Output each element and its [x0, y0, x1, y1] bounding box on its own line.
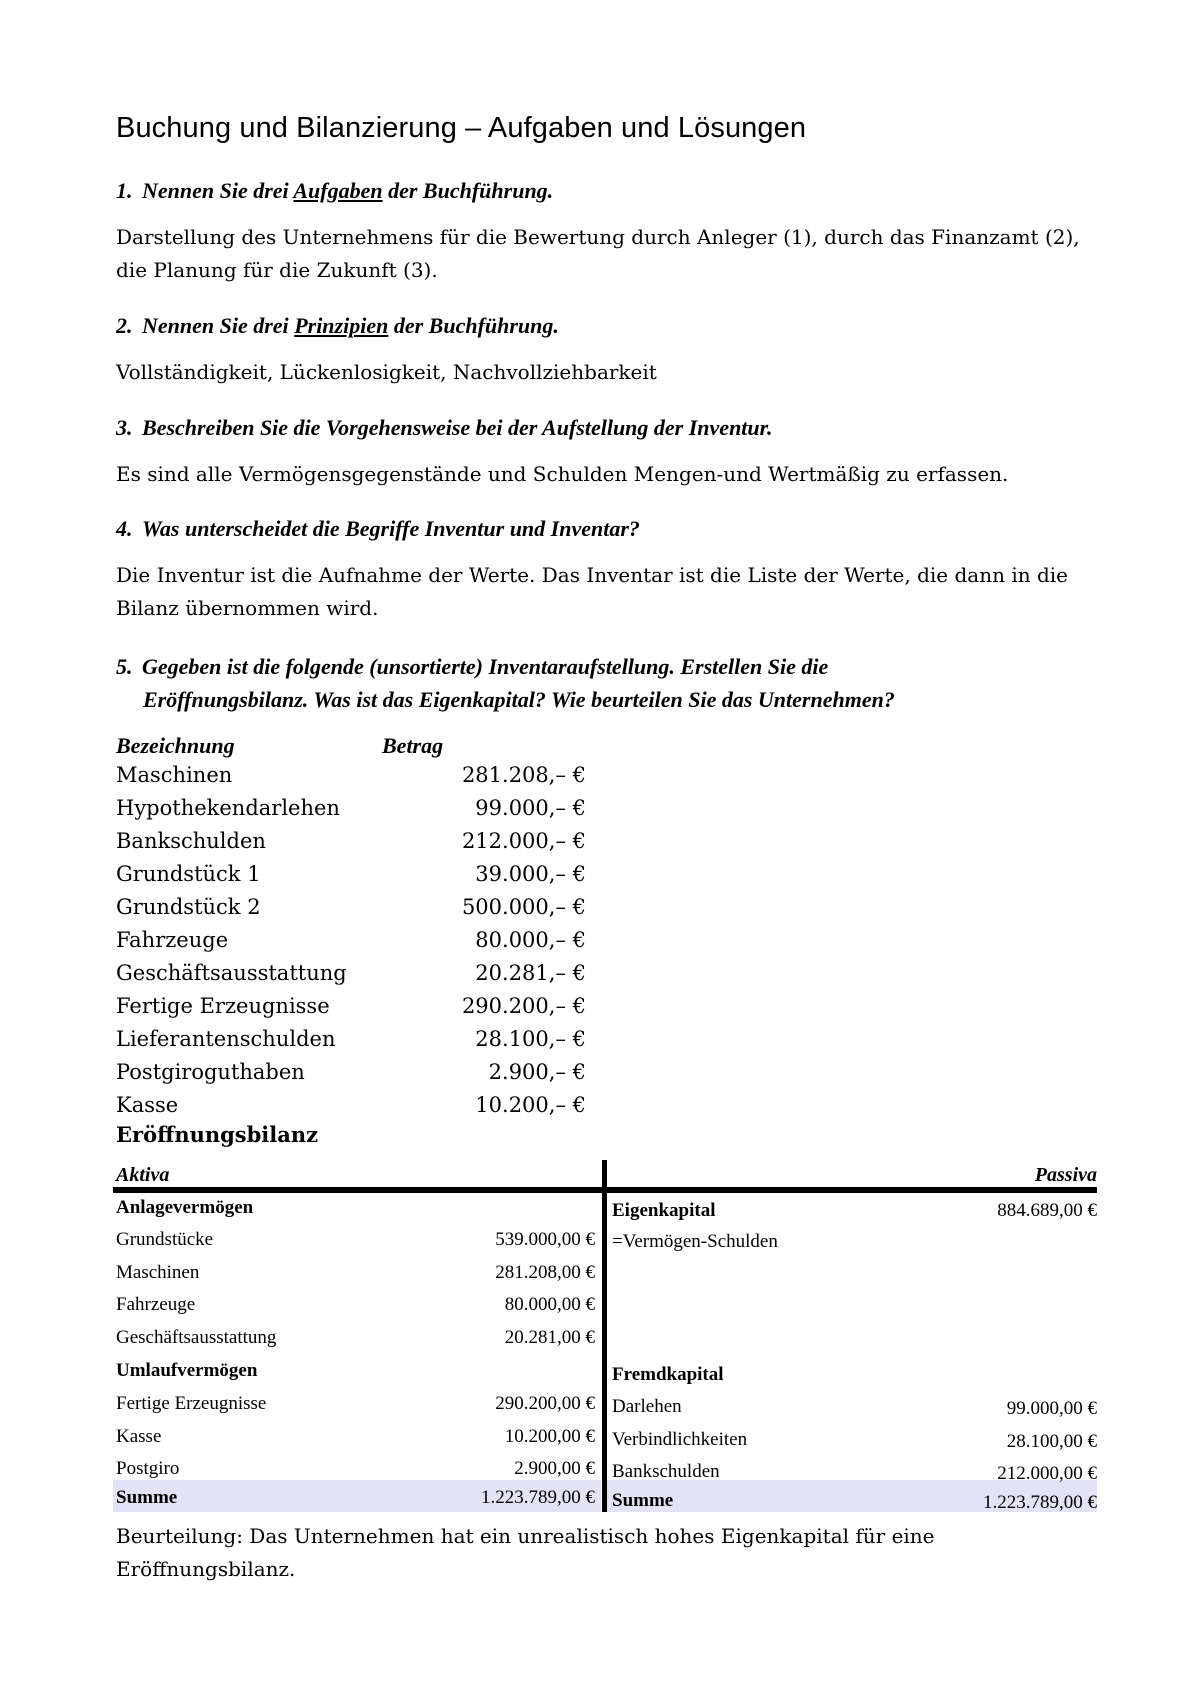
inventory-row	[116, 796, 586, 829]
aktiva-item-label: Fertige Erzeugnisse	[116, 1393, 267, 1414]
eigenkapital-amount: 884.689,00 €	[997, 1200, 1097, 1221]
aktiva-item-amount: 10.200,00 €	[504, 1426, 595, 1447]
answer-3: Es sind alle Vermögensgegenstände und Schulden Mengen-und Wertmäßig zu erfassen.	[116, 462, 1009, 486]
inventory-amount: 39.000,– €	[475, 862, 586, 886]
question-number: 2.	[116, 313, 133, 338]
inventory-label: Bankschulden	[116, 829, 266, 853]
balance-title: Eröffnungsbilanz	[116, 1122, 319, 1147]
aktiva-item-amount: 281.208,00 €	[495, 1262, 595, 1283]
passiva-item-label: Bankschulden	[612, 1461, 720, 1482]
inventory-amount: 28.100,– €	[475, 1027, 586, 1051]
aktiva-item-label: Geschäftsausstattung	[116, 1327, 277, 1348]
inventory-label: Lieferantenschulden	[116, 1027, 336, 1051]
question-number: 4.	[116, 516, 133, 541]
answer-1: Darstellung des Unternehmens für die Bewertung durch Anleger (1), durch das Finanzamt (2), die Planung für die Zukunft (3).	[116, 225, 1080, 282]
eigenkapital-note: =Vermögen-Schulden	[612, 1231, 778, 1252]
inventory-header-label: Bezeichnung	[116, 733, 235, 758]
question-keyword: Prinzipien	[294, 313, 389, 338]
inventory-row	[116, 829, 586, 862]
aktiva-item-amount: 80.000,00 €	[504, 1294, 595, 1315]
assessment-text: Beurteilung: Das Unternehmen hat ein unrealistisch hohes Eigenkapital für eine Eröffnungsbilanz.	[116, 1524, 935, 1581]
inventory-row	[116, 928, 586, 961]
inventory-amount: 290.200,– €	[461, 994, 586, 1018]
passiva-item-amount: 212.000,00 €	[997, 1463, 1097, 1484]
inventory-row	[116, 763, 586, 796]
question-text-line1: Gegeben ist die folgende (unsortierte) Inventaraufstellung. Erstellen Sie die	[142, 654, 829, 679]
eigenkapital-title: Eigenkapital	[612, 1200, 716, 1221]
inventory-amount: 80.000,– €	[475, 928, 586, 952]
inventory-amount: 99.000,– €	[475, 796, 586, 820]
anlage-title: Anlagevermögen	[116, 1197, 254, 1218]
inventory-amount: 500.000,– €	[461, 895, 586, 919]
passiva-label: Passiva	[1034, 1164, 1097, 1186]
passiva-sum-label: Summe	[612, 1490, 674, 1511]
passiva-item-label: Verbindlichkeiten	[612, 1429, 748, 1450]
passiva-item-amount: 28.100,00 €	[1006, 1431, 1097, 1452]
inventory-label: Hypothekendarlehen	[116, 796, 340, 820]
inventory-row	[116, 994, 586, 1027]
aktiva-item-amount: 2.900,00 €	[514, 1458, 595, 1479]
inventory-label: Fertige Erzeugnisse	[116, 994, 330, 1018]
inventory-amount: 281.208,– €	[461, 763, 586, 787]
inventory-row	[116, 1027, 586, 1060]
inventory-row	[116, 895, 586, 928]
aktiva-sum-amount: 1.223.789,00 €	[481, 1487, 595, 1508]
inventory-label: Grundstück 2	[116, 895, 261, 919]
question-text-post: der Buchführung.	[388, 313, 559, 338]
inventory-row	[116, 961, 586, 994]
aktiva-item-label: Kasse	[116, 1426, 162, 1447]
aktiva-sum-label: Summe	[116, 1487, 178, 1508]
question-keyword: Aufgaben	[293, 178, 383, 203]
passiva-item-amount: 99.000,00 €	[1006, 1398, 1097, 1419]
aktiva-item-label: Postgiro	[116, 1458, 180, 1479]
question-text-pre: Nennen Sie drei	[142, 313, 295, 338]
answer-2: Vollständigkeit, Lückenlosigkeit, Nachvollziehbarkeit	[116, 360, 657, 384]
question-text: Was unterscheidet die Begriffe Inventur und Inventar?	[142, 516, 640, 541]
aktiva-item-amount: 20.281,00 €	[504, 1327, 595, 1348]
inventory-amount: 212.000,– €	[461, 829, 586, 853]
question-text-line2: Eröffnungsbilanz. Was ist das Eigenkapital? Wie beurteilen Sie das Unternehmen?	[143, 687, 895, 712]
aktiva-label: Aktiva	[116, 1164, 170, 1186]
aktiva-item-label: Maschinen	[116, 1262, 200, 1283]
t-account-vertical-line	[602, 1160, 607, 1512]
question-3	[116, 415, 773, 441]
answer-4: Die Inventur ist die Aufnahme der Werte. Das Inventar ist die Liste der Werte, die dann in die Bilanz übernommen wird.	[116, 563, 1068, 620]
inventory-row	[116, 862, 586, 895]
aktiva-item-amount: 539.000,00 €	[495, 1229, 595, 1250]
inventory-label: Postgiroguthaben	[116, 1060, 305, 1084]
question-number: 3.	[116, 415, 133, 440]
inventory-amount: 2.900,– €	[488, 1060, 586, 1084]
inventory-label: Geschäftsausstattung	[116, 961, 347, 985]
aktiva-item-label: Fahrzeuge	[116, 1294, 196, 1315]
question-number: 1.	[116, 178, 133, 203]
aktiva-item-label: Grundstücke	[116, 1229, 214, 1250]
inventory-label: Fahrzeuge	[116, 928, 229, 952]
passiva-item-label: Darlehen	[612, 1396, 682, 1417]
inventory-label: Grundstück 1	[116, 862, 261, 886]
aktiva-item-amount: 290.200,00 €	[495, 1393, 595, 1414]
question-2	[116, 313, 559, 339]
inventory-amount: 20.281,– €	[475, 961, 586, 985]
question-text-pre: Nennen Sie drei	[142, 178, 294, 203]
question-number: 5.	[116, 654, 133, 679]
question-4	[116, 516, 640, 542]
question-text-post: der Buchführung.	[382, 178, 554, 203]
fremdkapital-title: Fremdkapital	[612, 1364, 724, 1385]
question-5	[116, 650, 895, 716]
inventory-row	[116, 1060, 586, 1093]
question-text: Beschreiben Sie die Vorgehensweise bei der Aufstellung der Inventur.	[142, 415, 773, 440]
question-1	[116, 178, 553, 204]
inventory-header-amount: Betrag	[382, 733, 444, 758]
passiva-sum-amount: 1.223.789,00 €	[983, 1492, 1097, 1513]
inventory-label: Kasse	[116, 1093, 179, 1117]
inventory-label: Maschinen	[116, 763, 233, 787]
umlauf-title: Umlaufvermögen	[116, 1360, 258, 1381]
inventory-amount: 10.200,– €	[475, 1093, 586, 1117]
document-title: Buchung und Bilanzierung – Aufgaben und Lösungen	[116, 112, 807, 144]
